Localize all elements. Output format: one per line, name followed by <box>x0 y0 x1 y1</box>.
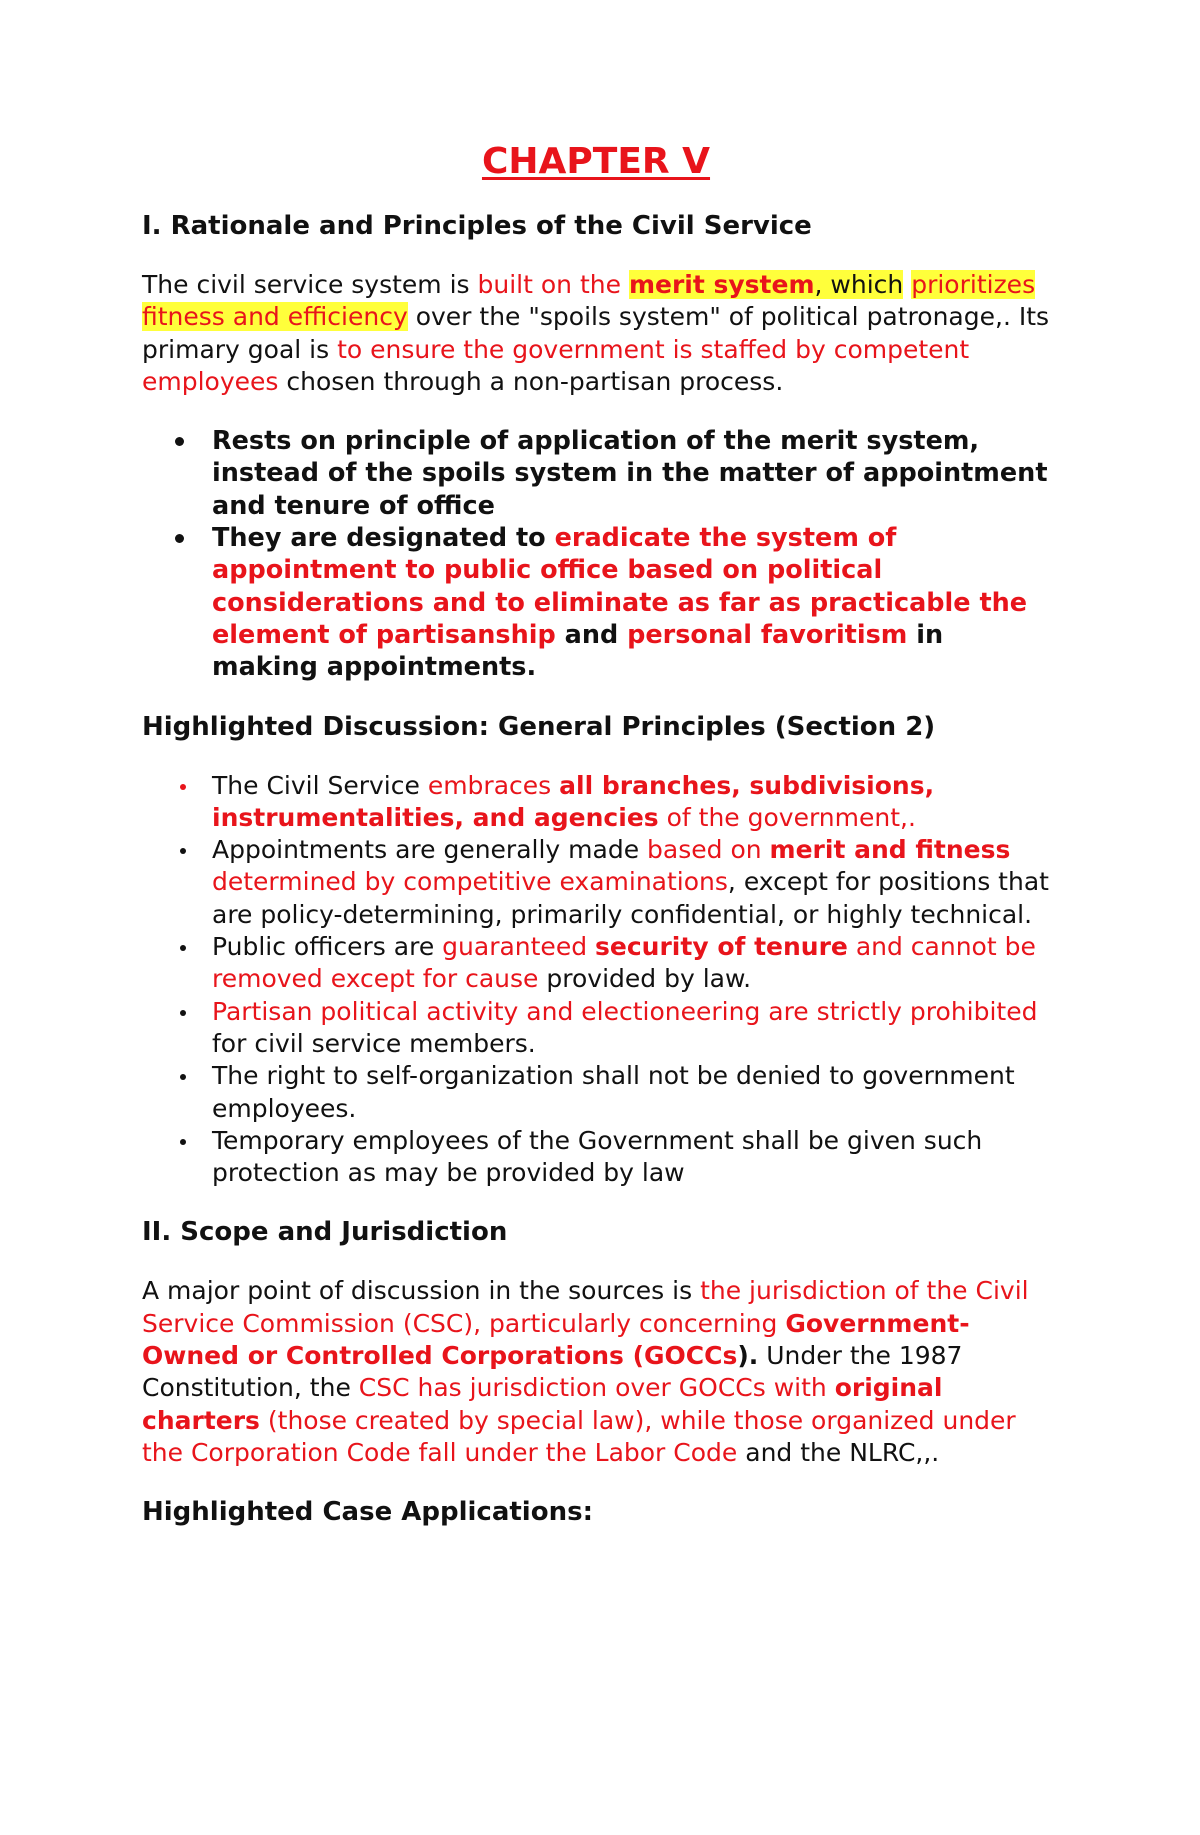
text-run-bold: ). <box>737 1341 759 1371</box>
list-item <box>142 522 1050 683</box>
text-run-red: eradicate the system of appointment to public office based on political considerations and to eliminate as far as practicable the element of partisanship <box>212 523 1028 650</box>
section-heading-case-applications: Highlighted Case Applications: <box>142 1497 593 1528</box>
text-run: for civil service members. <box>212 1028 536 1058</box>
text-run: Public officers are <box>212 932 443 962</box>
list-item <box>142 770 1050 835</box>
text-run-red-bold: Government-Owned or Controlled Corporations (GOCCs <box>142 1308 970 1371</box>
text-run: Under the 1987 Constitution, the <box>142 1341 963 1403</box>
list-item <box>142 425 1050 522</box>
text-run-red: CSC has jurisdiction over GOCCs with <box>358 1373 835 1403</box>
text-run-red: of the government,. <box>658 802 916 832</box>
text-run: The civil service system is <box>142 270 478 299</box>
text-run: in making appointments. <box>212 619 944 683</box>
text-run-red: embraces <box>427 770 560 800</box>
text-run-red-bold: merit and fitness <box>769 835 1011 865</box>
list-item <box>142 834 1050 931</box>
text-run-highlight: merit system <box>628 270 815 299</box>
section-heading-general-principles: Highlighted Discussion: General Principles (Section 2) <box>142 711 936 742</box>
text-run: , except for positions that are policy-determining, primarily confidential, or highly technical. <box>212 867 1049 929</box>
text-run-red: personal favoritism <box>627 619 908 650</box>
text-run-red-bold: security of tenure <box>595 932 848 962</box>
general-principles-list <box>142 770 1050 1190</box>
section-heading-rationale: I. Rationale and Principles of the Civil Service <box>142 211 812 241</box>
text-run-highlight: , which <box>814 270 904 299</box>
rationale-bullet-list <box>142 425 1050 683</box>
text-run: and the NLRC,,. <box>737 1437 940 1467</box>
text-run-red: Partisan political activity and electioneering are strictly prohibited <box>212 996 1038 1026</box>
text-run: A major point of discussion in the sources is <box>142 1276 701 1306</box>
text-run: The right to self-organization shall not be denied to government employees. <box>212 1061 1015 1123</box>
scope-paragraph <box>142 1275 1050 1469</box>
text-run: Temporary employees of the Government shall be given such protection as may be provided by law <box>212 1125 983 1188</box>
text-run: and <box>555 619 628 650</box>
text-run: Rests on principle of application of the merit system, instead of the spoils system in the matter of appointment and tenure of office <box>212 426 1048 521</box>
list-item <box>142 931 1050 996</box>
text-run-red: built on the <box>477 270 629 299</box>
text-run: chosen through a non-partisan process. <box>278 366 784 396</box>
list-item <box>142 1060 1050 1125</box>
text-run-red: (those created by special law), while those organized under the Corporation Code fall under the Labor Code <box>142 1405 1016 1467</box>
text-run: Appointments are generally made <box>212 835 648 865</box>
text-run: The Civil Service <box>212 770 428 800</box>
text-run-red-bold: original charters <box>142 1373 943 1435</box>
text-run-red: and cannot be removed except for cause <box>212 932 1036 994</box>
list-item <box>142 1125 1050 1190</box>
text-run-red: determined by competitive examinations <box>212 867 728 897</box>
text-run: They are designated to <box>212 523 555 554</box>
text-run: provided by law. <box>538 964 752 994</box>
text-run-red: the jurisdiction of the Civil Service Commission (CSC), particularly concerning <box>142 1276 1029 1338</box>
text-run-red: based on <box>647 835 770 865</box>
text-run-highlight: prioritizes fitness and efficiency <box>142 270 1036 332</box>
list-item <box>142 996 1050 1061</box>
text-run-red-bold: all branches, subdivisions, instrumentalities, and agencies <box>212 770 935 832</box>
chapter-title: CHAPTER V <box>481 141 711 182</box>
rationale-paragraph <box>142 269 1050 398</box>
text-run-red: to ensure the government is staffed by competent employees <box>142 334 970 396</box>
text-run-red: guaranteed <box>442 932 596 962</box>
text-run <box>903 270 911 299</box>
section-heading-scope: II. Scope and Jurisdiction <box>142 1217 508 1248</box>
text-run: over the "spoils system" of political patronage,. Its primary goal is <box>142 302 1050 364</box>
